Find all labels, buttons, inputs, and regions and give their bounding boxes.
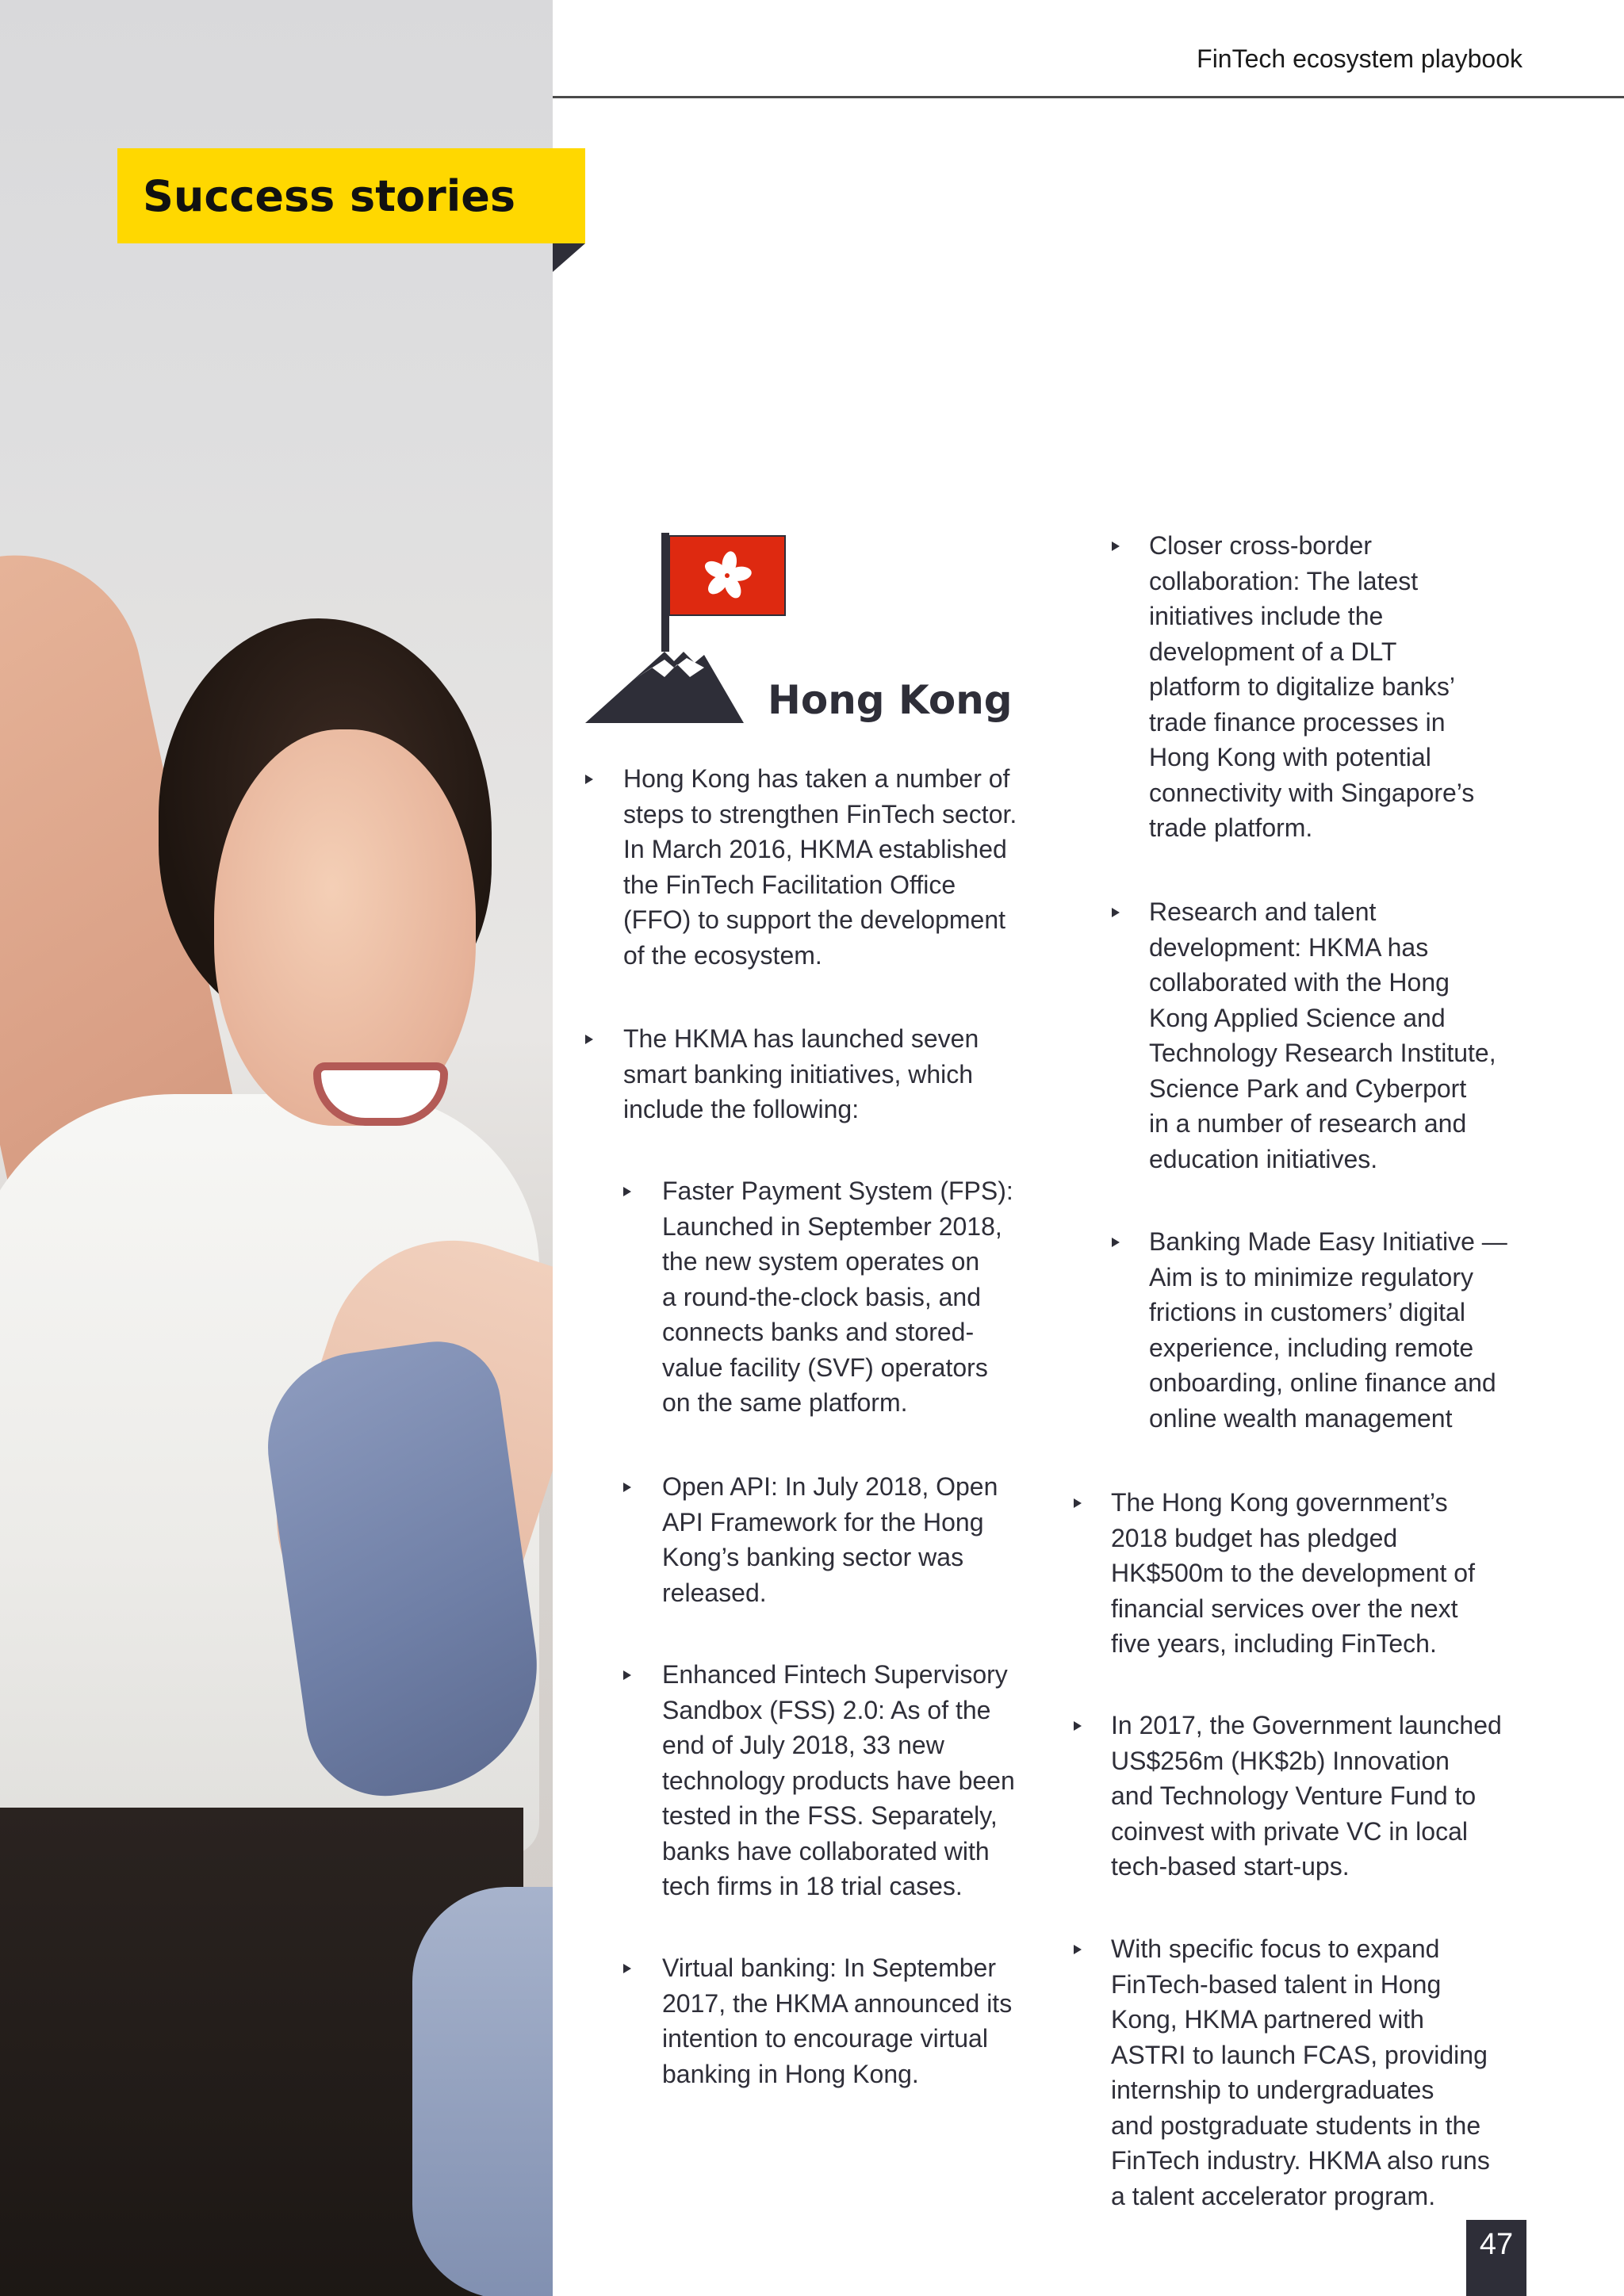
list-item-text: Research and talent development: HKMA has collaborated with the Hong Kong Applied Science and Technology Research Institute, Science Park and Cyberport in a number of research and education initiatives. bbox=[1149, 897, 1496, 1173]
hero-photo bbox=[0, 0, 553, 2296]
bullet-icon bbox=[623, 1187, 631, 1196]
bullet-icon bbox=[1112, 1238, 1120, 1247]
section-heading: Hong Kong bbox=[768, 677, 1013, 723]
bullet-icon bbox=[585, 1035, 593, 1044]
page-number: 47 bbox=[1466, 2220, 1526, 2296]
list-item-text: With specific focus to expand FinTech-based talent in Hong Kong, HKMA partnered with ASTRI to launch FCAS, providing internship to undergraduates and postgraduate students in the FinTech industry. HKMA also runs a talent accelerator program. bbox=[1111, 1934, 1490, 2210]
list-item-text: Open API: In July 2018, Open API Framework for the Hong Kong’s banking sector was released. bbox=[662, 1472, 998, 1607]
list-item-text: In 2017, the Government launched US$256m (HK$2b) Innovation and Technology Venture Fund to coinvest with private VC in local tech-based start-ups. bbox=[1111, 1711, 1502, 1881]
bullet-icon bbox=[1112, 908, 1120, 917]
list-item-text: Virtual banking: In September 2017, the HKMA announced its intention to encourage virtual banking in Hong Kong. bbox=[662, 1954, 1013, 2088]
bullet-icon bbox=[1112, 541, 1120, 551]
bullet-icon bbox=[623, 1964, 631, 1973]
photo-partner-hand bbox=[412, 1887, 553, 2296]
bullet-icon bbox=[1074, 1945, 1082, 1954]
bullet-icon bbox=[623, 1483, 631, 1492]
hong-kong-flag-icon bbox=[585, 533, 791, 726]
flag-pole bbox=[661, 533, 669, 652]
list-item-text: Enhanced Fintech Supervisory Sandbox (FSS) 2.0: As of the end of July 2018, 33 new technology products have been tested in the FSS. Separately, banks have collaborated with tech firms in 18 trial cases. bbox=[662, 1660, 1015, 1900]
list-item-text: The HKMA has launched seven smart banking initiatives, which include the following: bbox=[623, 1024, 979, 1123]
banner-fold bbox=[553, 243, 585, 272]
list-item-text: The Hong Kong government’s 2018 budget has pledged HK$500m to the development of financial services over the next five years, including FinTech. bbox=[1111, 1488, 1475, 1658]
document-title: FinTech ecosystem playbook bbox=[1197, 44, 1522, 73]
bullet-icon bbox=[1074, 1721, 1082, 1731]
bullet-icon bbox=[1074, 1498, 1082, 1508]
header-divider bbox=[553, 96, 1624, 98]
list-item-text: Banking Made Easy Initiative — Aim is to minimize regulatory frictions in customers’ digital experience, including remote onboarding, online finance and online wealth management bbox=[1149, 1227, 1507, 1433]
list-item-text: Closer cross-border collaboration: The latest initiatives include the development of a DLT platform to digitalize banks’ trade finance processes in Hong Kong with potential connectivity with Singapore’s trade platform. bbox=[1149, 531, 1475, 842]
banner-label: Success stories bbox=[143, 170, 516, 221]
bullet-icon bbox=[585, 775, 593, 784]
bullet-icon bbox=[623, 1670, 631, 1680]
section-banner bbox=[117, 148, 585, 243]
list-item-text: Faster Payment System (FPS): Launched in September 2018, the new system operates on a round-the-clock basis, and connects banks and stored- value facility (SVF) operators on the same platform. bbox=[662, 1177, 1013, 1417]
list-item-text: Hong Kong has taken a number of steps to strengthen FinTech sector. In March 2016, HKMA established the FinTech Facilitation Office (FFO) to support the development of the ecosystem. bbox=[623, 764, 1017, 970]
